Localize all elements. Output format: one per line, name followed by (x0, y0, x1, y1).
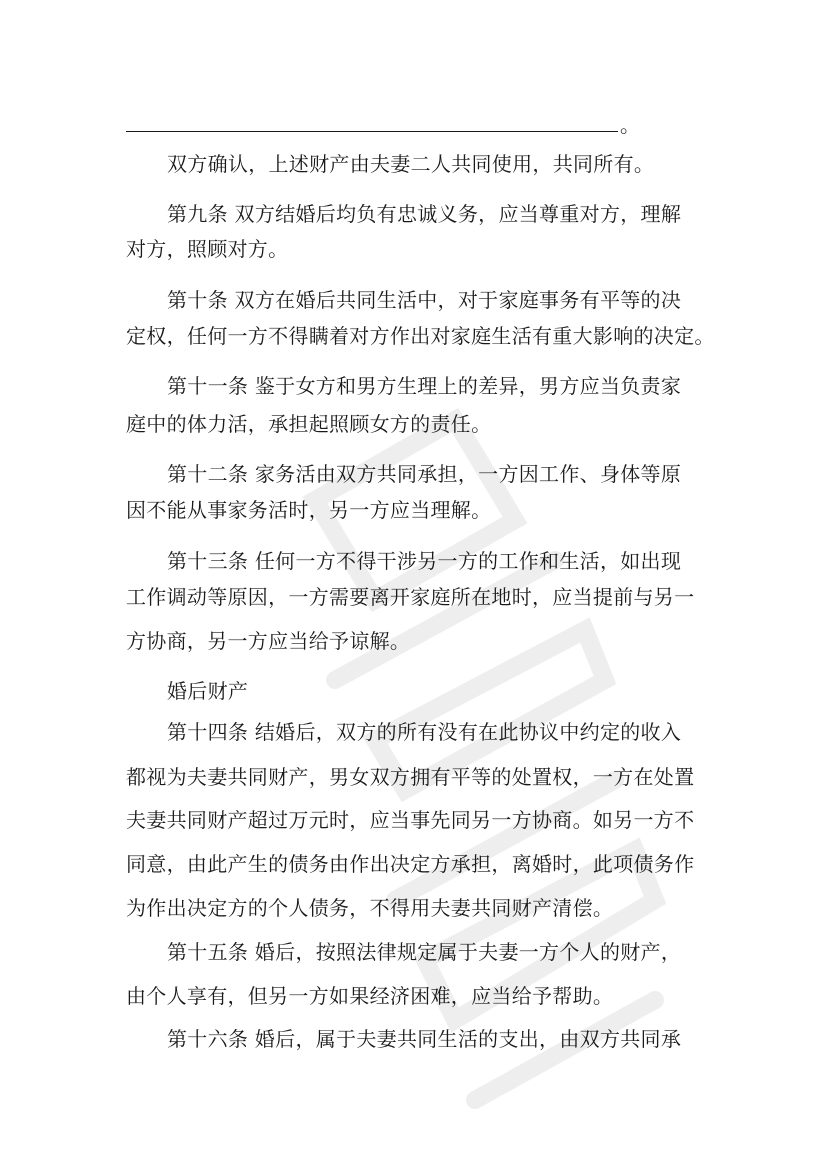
paragraph-line: 定权，任何一方不得瞒着对方作出对家庭生活有重大影响的决定。 (126, 324, 715, 348)
paragraph-line: 双方确认，上述财产由夫妻二人共同使用，共同所有。 (167, 152, 655, 176)
paragraph-line: 第十四条 结婚后，双方的所有没有在此协议中约定的收入 (167, 720, 682, 744)
paragraph-line: 第十一条 鉴于女方和男方生理上的差异，男方应当负责家 (167, 374, 682, 398)
paragraph-line: 第十二条 家务活由双方共同承担，一方因工作、身体等原 (167, 462, 682, 486)
paragraph-line: 方协商，另一方应当给予谅解。 (126, 629, 411, 653)
paragraph-line: 夫妻共同财产超过万元时，应当事先同另一方协商。如另一方不 (126, 808, 695, 832)
paragraph-line: 第九条 双方结婚后均负有忠诚义务，应当尊重对方，理解 (167, 202, 682, 226)
paragraph-line: 庭中的体力活，承担起照顾女方的责任。 (126, 412, 492, 436)
paragraph-line: 同意，由此产生的债务由作出决定方承担，离婚时，此项债务作 (126, 852, 695, 876)
paragraph-line: 第十三条 任何一方不得干涉另一方的工作和生活，如出现 (167, 549, 682, 573)
paragraph-line: 第十条 双方在婚后共同生活中，对于家庭事务有平等的决 (167, 288, 682, 312)
blank-underline (126, 115, 618, 132)
section-heading: 婚后财产 (167, 679, 249, 703)
paragraph-line: 由个人享有，但另一方如果经济困难，应当给予帮助。 (126, 984, 614, 1008)
paragraph-line: 因不能从事家务活时，另一方应当理解。 (126, 498, 492, 522)
paragraph-line: 为作出决定方的个人债务，不得用夫妻共同财产清偿。 (126, 896, 614, 920)
paragraph-line: 第十五条 婚后，按照法律规定属于夫妻一方个人的财产， (167, 940, 682, 964)
paragraph-line: 第十六条 婚后，属于夫妻共同生活的支出，由双方共同承 (167, 1027, 682, 1051)
paragraph-line: 都视为夫妻共同财产，男女双方拥有平等的处置权，一方在处置 (126, 765, 695, 789)
blank-fill-line (126, 111, 640, 139)
paragraph-line: 工作调动等原因，一方需要离开家庭所在地时，应当提前与另一 (126, 585, 695, 609)
blank-line-period: 。 (620, 113, 640, 137)
paragraph-line: 对方，照顾对方。 (126, 237, 289, 261)
